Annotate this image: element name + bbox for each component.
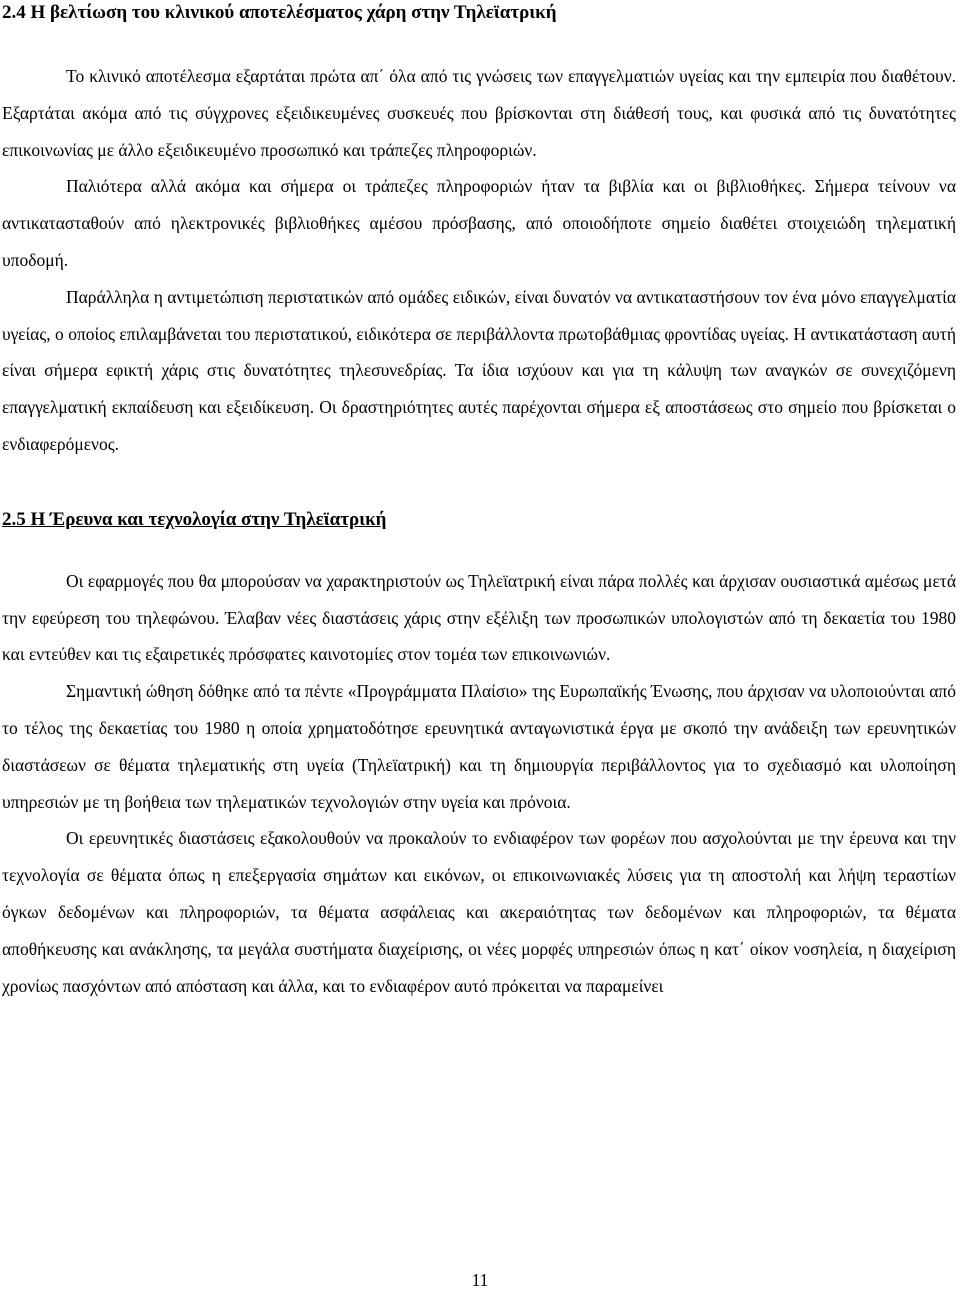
section-heading-2-5 bbox=[2, 507, 956, 545]
page-number: 11 bbox=[471, 1270, 489, 1290]
paragraph-applications: Οι εφαρμογές που θα μπορούσαν να χαρακτηριστούν ως Τηλεϊατρική είναι πάρα πολλές και άρχισαν ουσιαστικά αμέσως μετά την εφεύρεση του τηλεφώνου. Έλαβαν νέες διαστάσεις χάρις στην εξέλιξη των προσωπικών υπολογιστών από τη δεκαετία του 1980 και εντεύθεν και τις εξαιρετικές πρόσφατες καινοτομίες στον τομέα των επικοινωνιών. bbox=[2, 570, 956, 665]
paragraph-clinical-outcome: Το κλινικό αποτέλεσμα εξαρτάται πρώτα απ΄ όλα από τις γνώσεις των επαγγελματιών υγείας και την εμπειρία που διαθέτουν. Εξαρτάται ακόμα από τις σύγχρονες εξειδικευμένες συσκευές που βρίσκονται στη διάθεσή τους, και φυσικά από τις δυνατότητες επικοινωνίας με άλλο εξειδικευμένο προσωπικό και τράπεζες πληροφοριών. bbox=[2, 66, 956, 160]
section-heading-2-4: 2.4 Η βελτίωση του κλινικού αποτελέσματος χάρη στην Τηλεϊατρική bbox=[2, 2, 557, 23]
paragraph-research-dimensions: Οι ερευνητικές διαστάσεις εξακολουθούν να προκαλούν το ενδιαφέρον των φορέων που ασχολούνται με την έρευνα και την τεχνολογία σε θέματα όπως η επεξεργασία σημάτων και εικόνων, οι επικοινωνιακές λύσεις για τη αποστολή και λήψη τεραστίων όγκων δεδομένων και πληροφοριών, τα θέματα ασφάλειας και ακεραιότητας των δεδομένων και πληροφοριών, τα θέματα αποθήκευσης και ανάκλησης, τα μεγάλα συστήματα διαχείρισης, οι νέες μορφές υπηρεσιών όπως η κατ΄ οίκον νοσηλεία, η διαχείριση χρονίως πασχόντων από απόσταση και άλλα, και το ενδιαφέρον αυτό πρόκειται να παραμείνει bbox=[2, 828, 956, 996]
section-heading-2-5-text: 2.5 Η Έρευνα και τεχνολογία στην Τηλεϊατρική bbox=[2, 508, 387, 530]
paragraph-framework-programmes: Σημαντική ώθηση δόθηκε από τα πέντε «Προγράμματα Πλαίσιο» της Ευρωπαϊκής Ένωσης, που άρχισαν να υλοποιούνται από το τέλος της δεκαετίας του 1980 η οποία χρηματοδότησε ερευνητικά ανταγωνιστικά έργα με σκοπό την ανάδειξη των ερευνητικών διαστάσεων σε θέματα τηλεματικής στη υγεία (Τηλεϊατρική) και τη δημιουργία περιβάλλοντος για το σχεδιασμό και υλοποίηση υπηρεσιών με τη βοήθεια των τηλεματικών τεχνολογιών στην υγεία και πρόνοια. bbox=[2, 681, 956, 812]
paragraph-information-banks: Παλιότερα αλλά ακόμα και σήμερα οι τράπεζες πληροφοριών ήταν τα βιβλία και οι βιβλιοθήκες. Σήμερα τείνουν να αντικατασταθούν από ηλεκτρονικές βιβλιοθήκες αμέσου πρόσβασης, από οποιοδήποτε σημείο διαθέτει στοιχειώδη τηλεματική υποδομή. bbox=[2, 176, 956, 270]
paragraph-expert-teams: Παράλληλα η αντιμετώπιση περιστατικών από ομάδες ειδικών, είναι δυνατόν να αντικαταστήσουν τον ένα μόνο επαγγελματία υγείας, ο οποίος επιλαμβάνεται του περιστατικού, ειδικότερα σε περιβάλλοντα πρωτοβάθμιας φροντίδας υγείας. Η αντικατάσταση αυτή είναι σήμερα εφικτή χάρις στις δυνατότητες τηλεσυνεδρίας. Τα ίδια ισχύουν και για τη κάλυψη των αναγκών σε συνεχιζόμενη επαγγελματική εκπαίδευση και εξειδίκευση. Οι δραστηριότητες αυτές παρέχονται σήμερα εξ αποστάσεως στο σημείο που βρίσκεται ο ενδιαφερόμενος. bbox=[2, 286, 956, 454]
